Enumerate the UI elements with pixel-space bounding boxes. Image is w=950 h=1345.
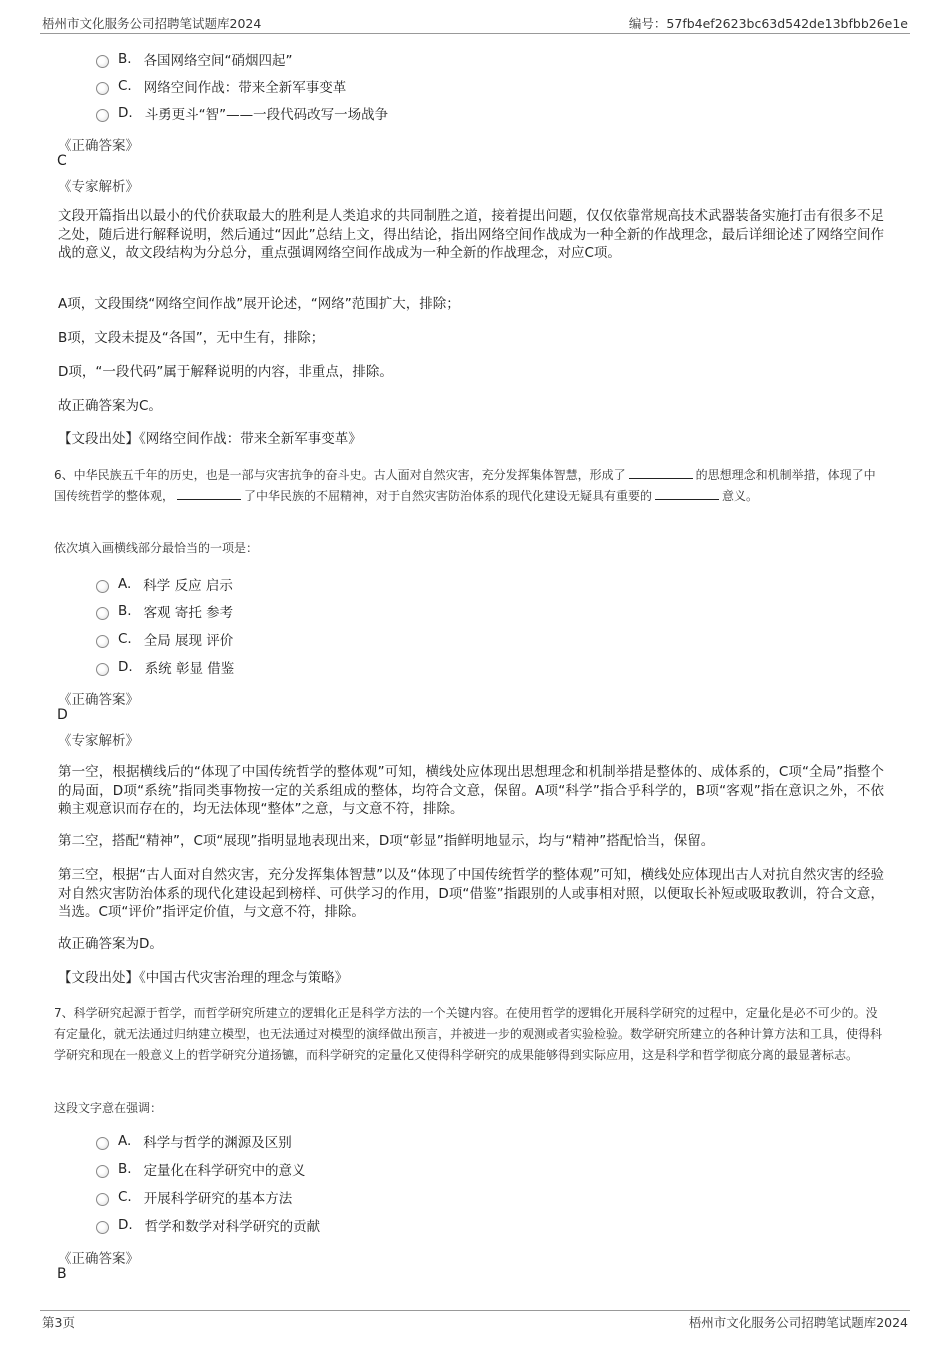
q6-stem: 6、中华民族五千年的历史，也是一部与灾害抗争的奋斗史。古人面对自然灾害，充分发挥集体智慧，形成了 的思想理念和机制举措，体现了中国传统哲学的整体观， 了中华民族的不屈精神，对于自然灾害防治体系的现代化建设无疑具有重要的 意义。 xyxy=(54,468,876,503)
page-number: 第3页 xyxy=(42,1315,75,1330)
radio-icon[interactable] xyxy=(96,1165,109,1178)
analysis-label: 《专家解析》 xyxy=(58,733,139,749)
fill-blank xyxy=(177,487,241,500)
document-serial: 编号：57fb4ef2623bc63d542de13bfbb26e1e xyxy=(628,16,908,31)
answer-label: 《正确答案》 xyxy=(58,138,139,154)
fill-blank xyxy=(655,487,719,500)
answer-value: C xyxy=(57,153,67,169)
radio-icon[interactable] xyxy=(96,663,109,676)
radio-icon[interactable] xyxy=(96,1221,109,1234)
q7-option-a[interactable]: A. 科学与哲学的渊源及区别 xyxy=(96,1131,292,1151)
q5-option-d[interactable]: D. 斗勇更斗“智”——一段代码改写一场战争 xyxy=(96,103,388,123)
answer-label: 《正确答案》 xyxy=(58,692,139,708)
radio-icon[interactable] xyxy=(96,635,109,648)
analysis-paragraph: 文段开篇指出以最小的代价获取最大的胜利是人类追求的共同制胜之道，接着提出问题，仅仅依靠常规高技术武器装备实施打击有很多不足之处，随后进行解释说明，然后通过“因此”总结上文，得出结论，指出网络空间作战成为一种全新的作战理念，最后详细论述了网络空间作战的意义，故文段结构为分总分，重点强调网络空间作战成为一种全新的作战理念，对应C项。 xyxy=(58,208,884,261)
analysis-paragraph: B项，文段未提及“各国”，无中生有，排除； xyxy=(58,330,325,346)
q7-option-c[interactable]: C. 开展科学研究的基本方法 xyxy=(96,1187,292,1207)
radio-icon[interactable] xyxy=(96,1193,109,1206)
q6-option-d[interactable]: D. 系统 彰显 借鉴 xyxy=(96,657,234,677)
answer-label: 《正确答案》 xyxy=(58,1251,139,1267)
radio-icon[interactable] xyxy=(96,607,109,620)
radio-icon[interactable] xyxy=(96,55,109,68)
q5-option-b[interactable]: B. 各国网络空间“硝烟四起” xyxy=(96,49,293,69)
fill-blank xyxy=(629,466,693,479)
q7-option-d[interactable]: D. 哲学和数学对科学研究的贡献 xyxy=(96,1215,320,1235)
footer-title: 梧州市文化服务公司招聘笔试题库2024 xyxy=(688,1315,908,1330)
analysis-conclusion: 故正确答案为D。 xyxy=(58,936,163,952)
radio-icon[interactable] xyxy=(96,580,109,593)
answer-value: B xyxy=(57,1266,67,1282)
q7-stem: 7、科学研究起源于哲学，而哲学研究所建立的逻辑化正是科学方法的一个关键内容。在使用哲学的逻辑化开展科学研究的过程中，定量化是必不可少的。没有定量化，就无法通过归纳建立模型，也无法通过对模型的演绎做出预言，并被进一步的观测或者实验检验。数学研究所建立的各种计算方法和工具，使得科学研究和现在一般意义上的哲学研究分道扬镳，而科学研究的定量化又使得科学研究的成果能够得到实际应用，这是科学和哲学彻底分离的最显著标志。 xyxy=(54,1006,883,1062)
analysis-paragraph: 第三空，根据“古人面对自然灾害，充分发挥集体智慧”以及“体现了中国传统哲学的整体观”可知，横线处应体现出古人对抗自然灾害的经验对自然灾害防治体系的现代化建设起到榜样、可供学习的作用，D项“借鉴”指跟别的人或事相对照，以便取长补短或吸取教训，符合文意，当选。C项“评价”指评定价值，与文意不符，排除。 xyxy=(58,867,884,920)
radio-icon[interactable] xyxy=(96,1137,109,1150)
q6-option-a[interactable]: A. 科学 反应 启示 xyxy=(96,574,233,594)
q6-prompt: 依次填入画横线部分最恰当的一项是： xyxy=(54,541,259,555)
q5-option-c[interactable]: C. 网络空间作战：带来全新军事变革 xyxy=(96,76,346,96)
footer-divider xyxy=(40,1310,910,1311)
header-title: 梧州市文化服务公司招聘笔试题库2024 xyxy=(42,16,262,31)
source-citation: 【文段出处】《中国古代灾害治理的理念与策略》 xyxy=(58,970,349,986)
analysis-conclusion: 故正确答案为C。 xyxy=(58,398,162,414)
analysis-paragraph: D项，“一段代码”属于解释说明的内容，非重点，排除。 xyxy=(58,364,393,380)
q6-option-b[interactable]: B. 客观 寄托 参考 xyxy=(96,601,233,621)
source-citation: 【文段出处】《网络空间作战：带来全新军事变革》 xyxy=(58,431,362,447)
q6-option-c[interactable]: C. 全局 展现 评价 xyxy=(96,629,233,649)
radio-icon[interactable] xyxy=(96,82,109,95)
q7-prompt: 这段文字意在强调： xyxy=(54,1101,163,1115)
analysis-paragraph: A项，文段围绕“网络空间作战”展开论述，“网络”范围扩大，排除； xyxy=(58,296,460,312)
analysis-paragraph: 第一空，根据横线后的“体现了中国传统哲学的整体观”可知，横线处应体现出思想理念和机制举措是整体的、成体系的，C项“全局”指整个的局面，D项“系统”指同类事物按一定的关系组成的整体，均符合文意，保留。A项“科学”指合乎科学的，B项“客观”指在意识之外，不依赖主观意识而存在的，均无法体现“整体”之意，与文意不符，排除。 xyxy=(58,764,884,817)
answer-value: D xyxy=(57,707,68,723)
analysis-label: 《专家解析》 xyxy=(58,179,139,195)
radio-icon[interactable] xyxy=(96,109,109,122)
q7-option-b[interactable]: B. 定量化在科学研究中的意义 xyxy=(96,1159,306,1179)
header-divider xyxy=(40,33,910,34)
analysis-paragraph: 第二空，搭配“精神”，C项“展现”指明显地表现出来，D项“彰显”指鲜明地显示，均与“精神”搭配恰当，保留。 xyxy=(58,833,715,849)
